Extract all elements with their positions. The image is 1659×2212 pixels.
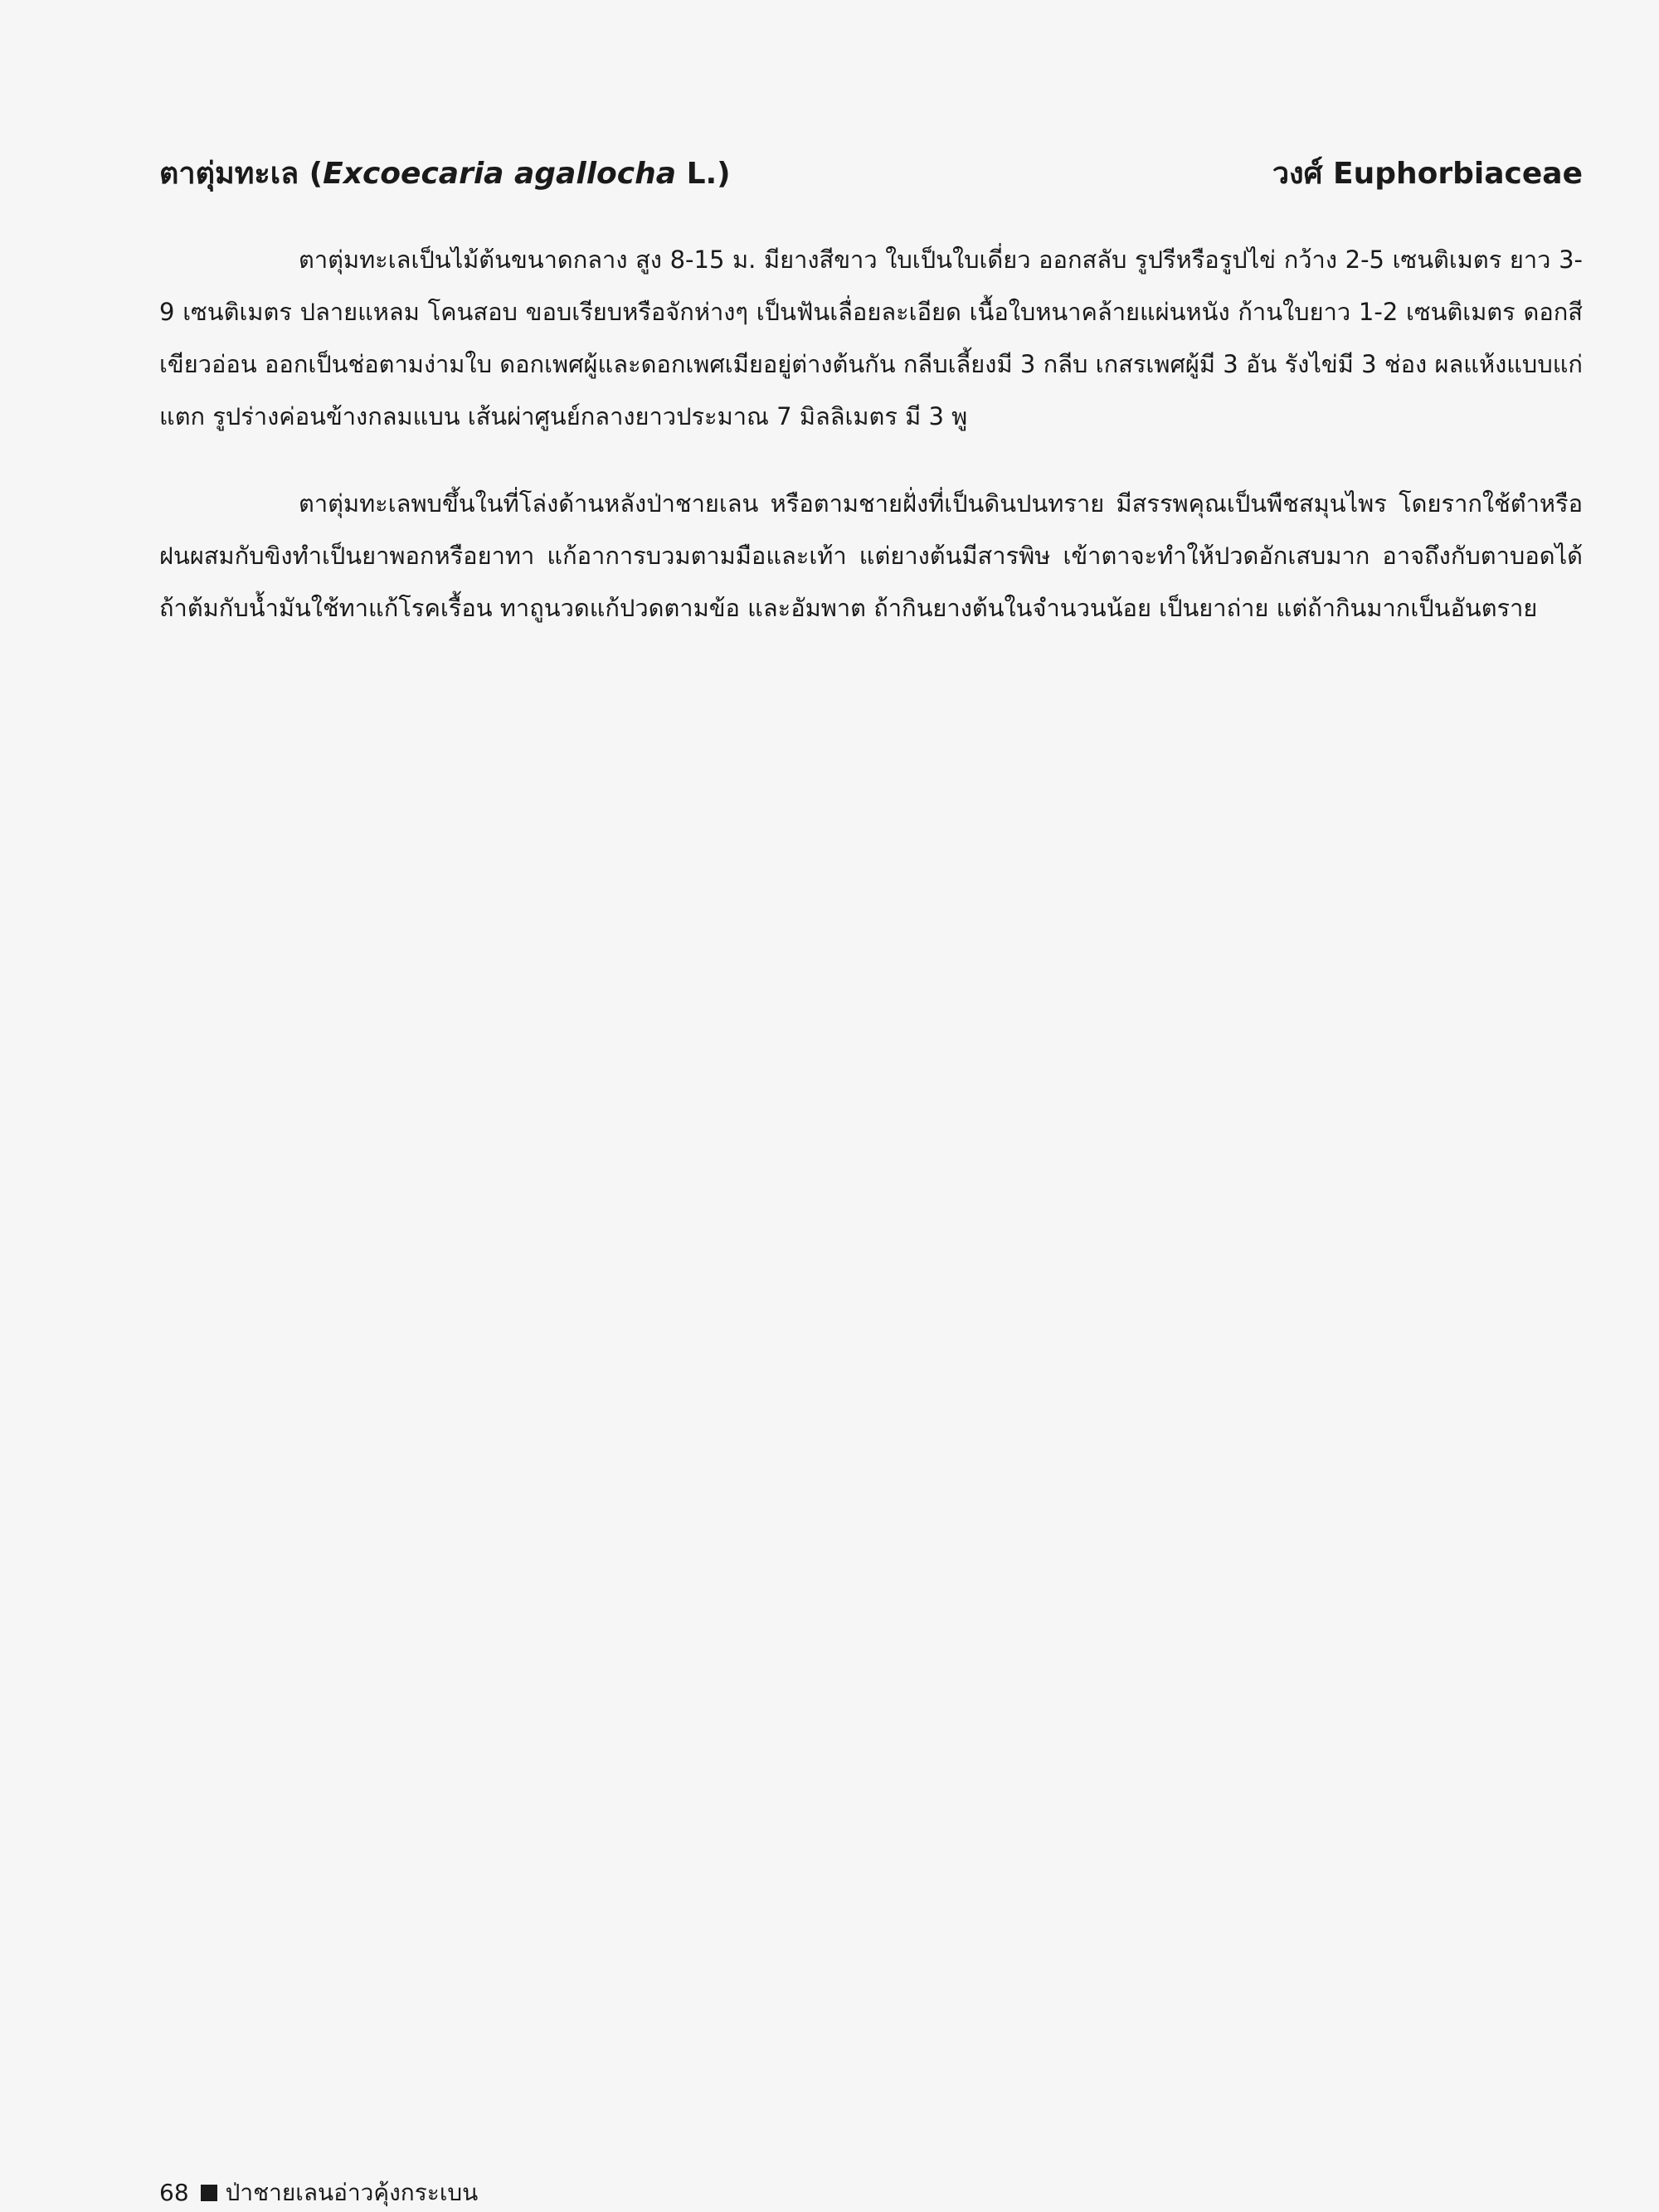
page-footer xyxy=(159,2175,478,2211)
thai-name: ตาตุ่มทะเล xyxy=(159,157,299,191)
page-number: 68 xyxy=(159,2179,189,2206)
author-citation: L.) xyxy=(676,157,731,191)
description-paragraph: ตาตุ่มทะเลเป็นไม้ต้นขนาดกลาง สูง 8-15 ม. มียางสีขาว ใบเป็นใบเดี่ยว ออกสลับ รูปรีหรือรูปไข่ กว้าง 2-5 เซนติเมตร ยาว 3-9 เซนติเมตร ปลายแหลม โคนสอบ ขอบเรียบหรือจักห่างๆ เป็นฟันเลื่อยละเอียด เนื้อใบหนาคล้ายแผ่นหนัง ก้านใบยาว 1-2 เซนติเมตร ดอกสีเขียวอ่อน ออกเป็นช่อตามง่ามใบ ดอกเพศผู้และดอกเพศเมียอยู่ต่างต้นกัน กลีบเลี้ยงมี 3 กลีบ เกสรเพศผู้มี 3 อัน รังไข่มี 3 ช่อง ผลแห้งแบบแก่แตก รูปร่างค่อนข้างกลมแบน เส้นผ่าศูนย์กลางยาวประมาณ 7 มิลลิเมตร มี 3 พู xyxy=(159,246,1583,430)
book-title: ป่าชายเลนอ่าวคุ้งกระเบน xyxy=(225,2179,479,2206)
entry-body xyxy=(159,234,1583,669)
square-bullet-icon xyxy=(201,2185,217,2201)
habitat-usage-paragraph: ตาตุ่มทะเลพบขึ้นในที่โล่งด้านหลังป่าชายเลน หรือตามชายฝั่งที่เป็นดินปนทราย มีสรรพคุณเป็นพืชสมุนไพร โดยรากใช้ตำหรือฝนผสมกับขิงทำเป็นยาพอกหรือยาทา แก้อาการบวมตามมือและเท้า แต่ยางต้นมีสารพิษ เข้าตาจะทำให้ปวดอักเสบมาก อาจถึงกับตาบอดได้ ถ้าต้มกับน้ำมันใช้ทาแก้โรคเรื้อน ทาถูนวดแก้ปวดตามข้อ และอัมพาต ถ้ากินยางต้นในจำนวนน้อย เป็นยาถ่าย แต่ถ้ากินมากเป็นอันตราย xyxy=(159,489,1583,622)
paren-open: ( xyxy=(299,157,324,191)
species-title xyxy=(159,149,731,197)
scientific-name: Excoecaria agallocha xyxy=(323,157,677,191)
family-label: วงศ์ Euphorbiaceae xyxy=(1272,157,1583,191)
entry-header xyxy=(159,149,1583,199)
